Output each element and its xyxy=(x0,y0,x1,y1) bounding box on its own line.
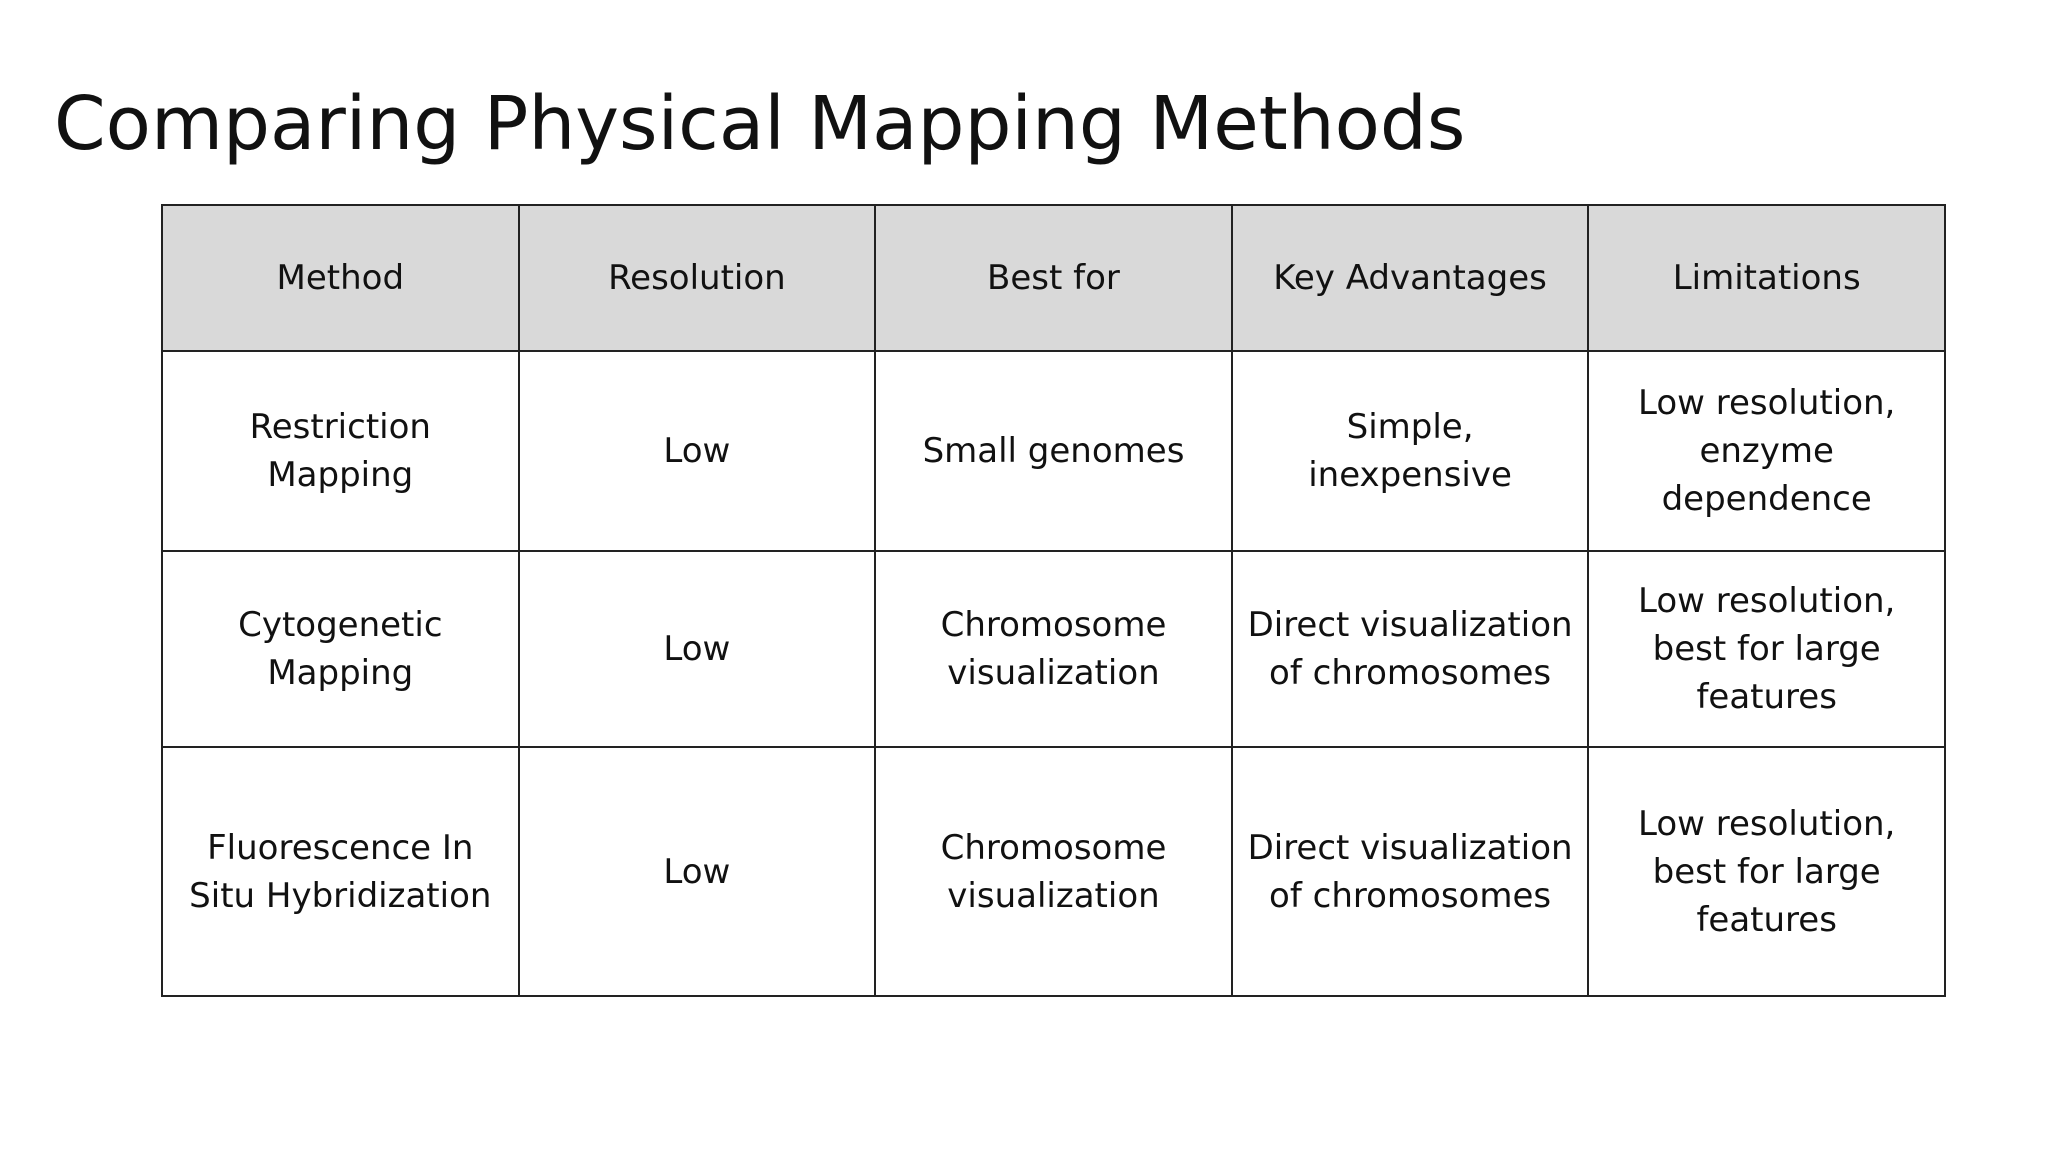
cell-limitations: Low resolution, best for large features xyxy=(1588,551,1945,747)
cell-method: Restriction Mapping xyxy=(162,351,519,551)
header-method: Method xyxy=(162,205,519,351)
header-resolution: Resolution xyxy=(519,205,876,351)
table-row xyxy=(162,551,1945,747)
table-header xyxy=(162,205,1945,351)
header-key-advantages: Key Advantages xyxy=(1232,205,1589,351)
cell-best-for: Chromosome visualization xyxy=(875,747,1232,996)
header-limitations: Limitations xyxy=(1588,205,1945,351)
table-row xyxy=(162,747,1945,996)
slide-title: Comparing Physical Mapping Methods xyxy=(54,81,1466,167)
comparison-table xyxy=(161,204,1946,997)
table-body xyxy=(162,351,1945,996)
header-row xyxy=(162,205,1945,351)
cell-best-for: Small genomes xyxy=(875,351,1232,551)
header-best-for: Best for xyxy=(875,205,1232,351)
cell-method: Fluorescence In Situ Hybridization xyxy=(162,747,519,996)
cell-best-for: Chromosome visualization xyxy=(875,551,1232,747)
comparison-table-container xyxy=(161,204,1946,997)
cell-limitations: Low resolution, enzyme dependence xyxy=(1588,351,1945,551)
cell-resolution: Low xyxy=(519,551,876,747)
cell-key-advantages: Direct visualization of chromosomes xyxy=(1232,551,1589,747)
cell-resolution: Low xyxy=(519,351,876,551)
table-row xyxy=(162,351,1945,551)
cell-method: Cytogenetic Mapping xyxy=(162,551,519,747)
cell-limitations: Low resolution, best for large features xyxy=(1588,747,1945,996)
cell-key-advantages: Simple, inexpensive xyxy=(1232,351,1589,551)
cell-key-advantages: Direct visualization of chromosomes xyxy=(1232,747,1589,996)
cell-resolution: Low xyxy=(519,747,876,996)
